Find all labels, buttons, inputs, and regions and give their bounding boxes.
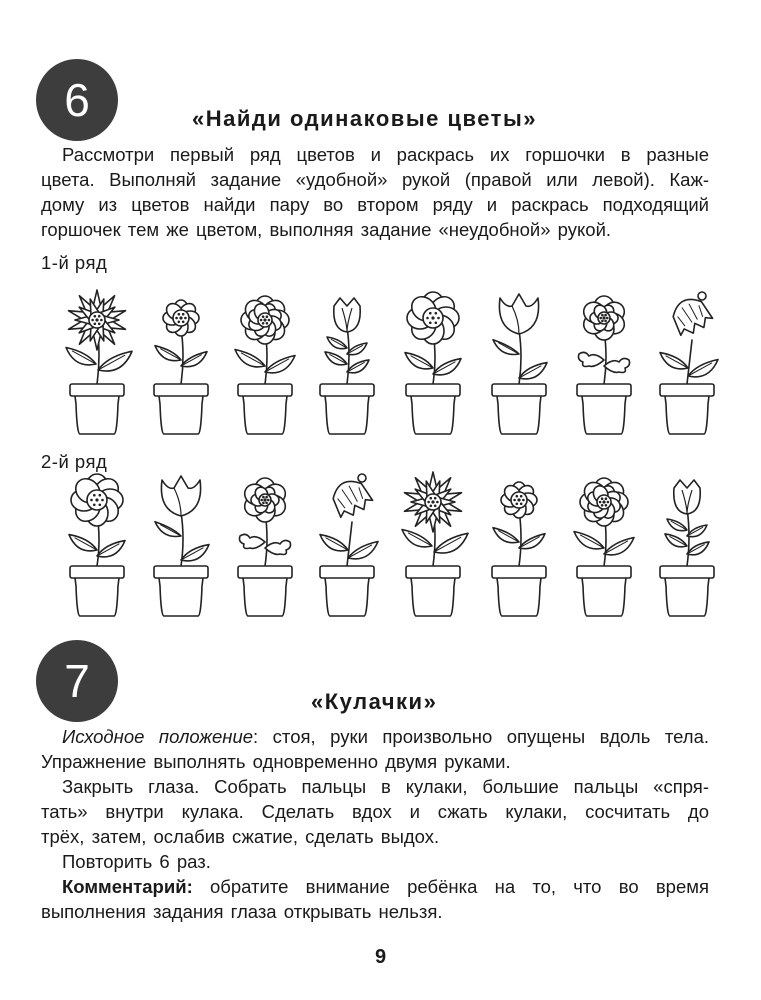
text-line: Рассмотри первый ряд цветов и раскрась их горшочки в разные	[62, 144, 709, 165]
text-line: цвета. Выполняй задание «удобной» рукой (правой или левой). Каж-	[41, 169, 709, 190]
row-label: 2-й ряд	[41, 451, 108, 472]
flower-pot[interactable]	[660, 384, 714, 434]
task-number: 7	[64, 655, 90, 707]
flower-pot[interactable]	[660, 566, 714, 616]
flower-pot[interactable]	[238, 384, 292, 434]
flower-pot[interactable]	[320, 566, 374, 616]
text-fragment: обратите внимание ребёнка на то, что во время	[192, 876, 709, 897]
flower-pot[interactable]	[320, 384, 374, 434]
flower-pot[interactable]	[238, 566, 292, 616]
text-line: дому из цветов найди пару во втором ряду и раскрась подходящий	[41, 194, 709, 215]
flower-pot[interactable]	[492, 566, 546, 616]
flower-pot[interactable]	[154, 566, 208, 616]
task-number-badge	[36, 640, 118, 722]
text-line: Повторить 6 раз.	[62, 851, 211, 872]
flower-pot[interactable]	[492, 384, 546, 434]
page-number: 9	[374, 946, 387, 968]
text-fragment: : стоя, руки произвольно опущены вдоль тела.	[253, 726, 709, 747]
flower-pot[interactable]	[154, 384, 208, 434]
flower-pot[interactable]	[70, 566, 124, 616]
text-line: трёх, затем, ослабив сжатие, сделать выдох.	[41, 826, 440, 847]
flower-drawing	[630, 288, 744, 438]
flower-pot[interactable]	[577, 384, 631, 434]
text-line: выполнения задания глаза открывать нельзя.	[41, 901, 443, 922]
task-instructions	[41, 724, 709, 924]
initial-position-label: Исходное положение	[62, 726, 254, 747]
flower-drawing	[630, 470, 744, 620]
task-number-badge	[36, 59, 118, 141]
comment-label: Комментарий:	[62, 876, 193, 897]
flower-bell	[630, 288, 744, 438]
flower-pot[interactable]	[406, 384, 460, 434]
row-label: 1-й ряд	[41, 252, 108, 273]
task-title: «Кулачки»	[311, 689, 438, 714]
flower-pot[interactable]	[406, 566, 460, 616]
text-line	[41, 724, 709, 749]
task-description	[41, 142, 709, 242]
flower-tulip-small	[630, 470, 744, 620]
task-number: 6	[64, 74, 90, 126]
flower-pot[interactable]	[70, 384, 124, 434]
text-line: Упражнение выполнять одновременно двумя руками.	[41, 751, 511, 772]
flower-pot[interactable]	[577, 566, 631, 616]
text-line: тать» внутри кулака. Сделать вдох и сжать кулаки, сосчитать до	[41, 801, 709, 822]
text-line: Закрыть глаза. Собрать пальцы в кулаки, большие пальцы «спря-	[62, 776, 709, 797]
text-line: горшочек тем же цветом, выполняя задание «неудобной» рукой.	[41, 219, 612, 240]
text-line	[41, 874, 709, 899]
task-title: «Найди одинаковые цветы»	[192, 106, 537, 131]
